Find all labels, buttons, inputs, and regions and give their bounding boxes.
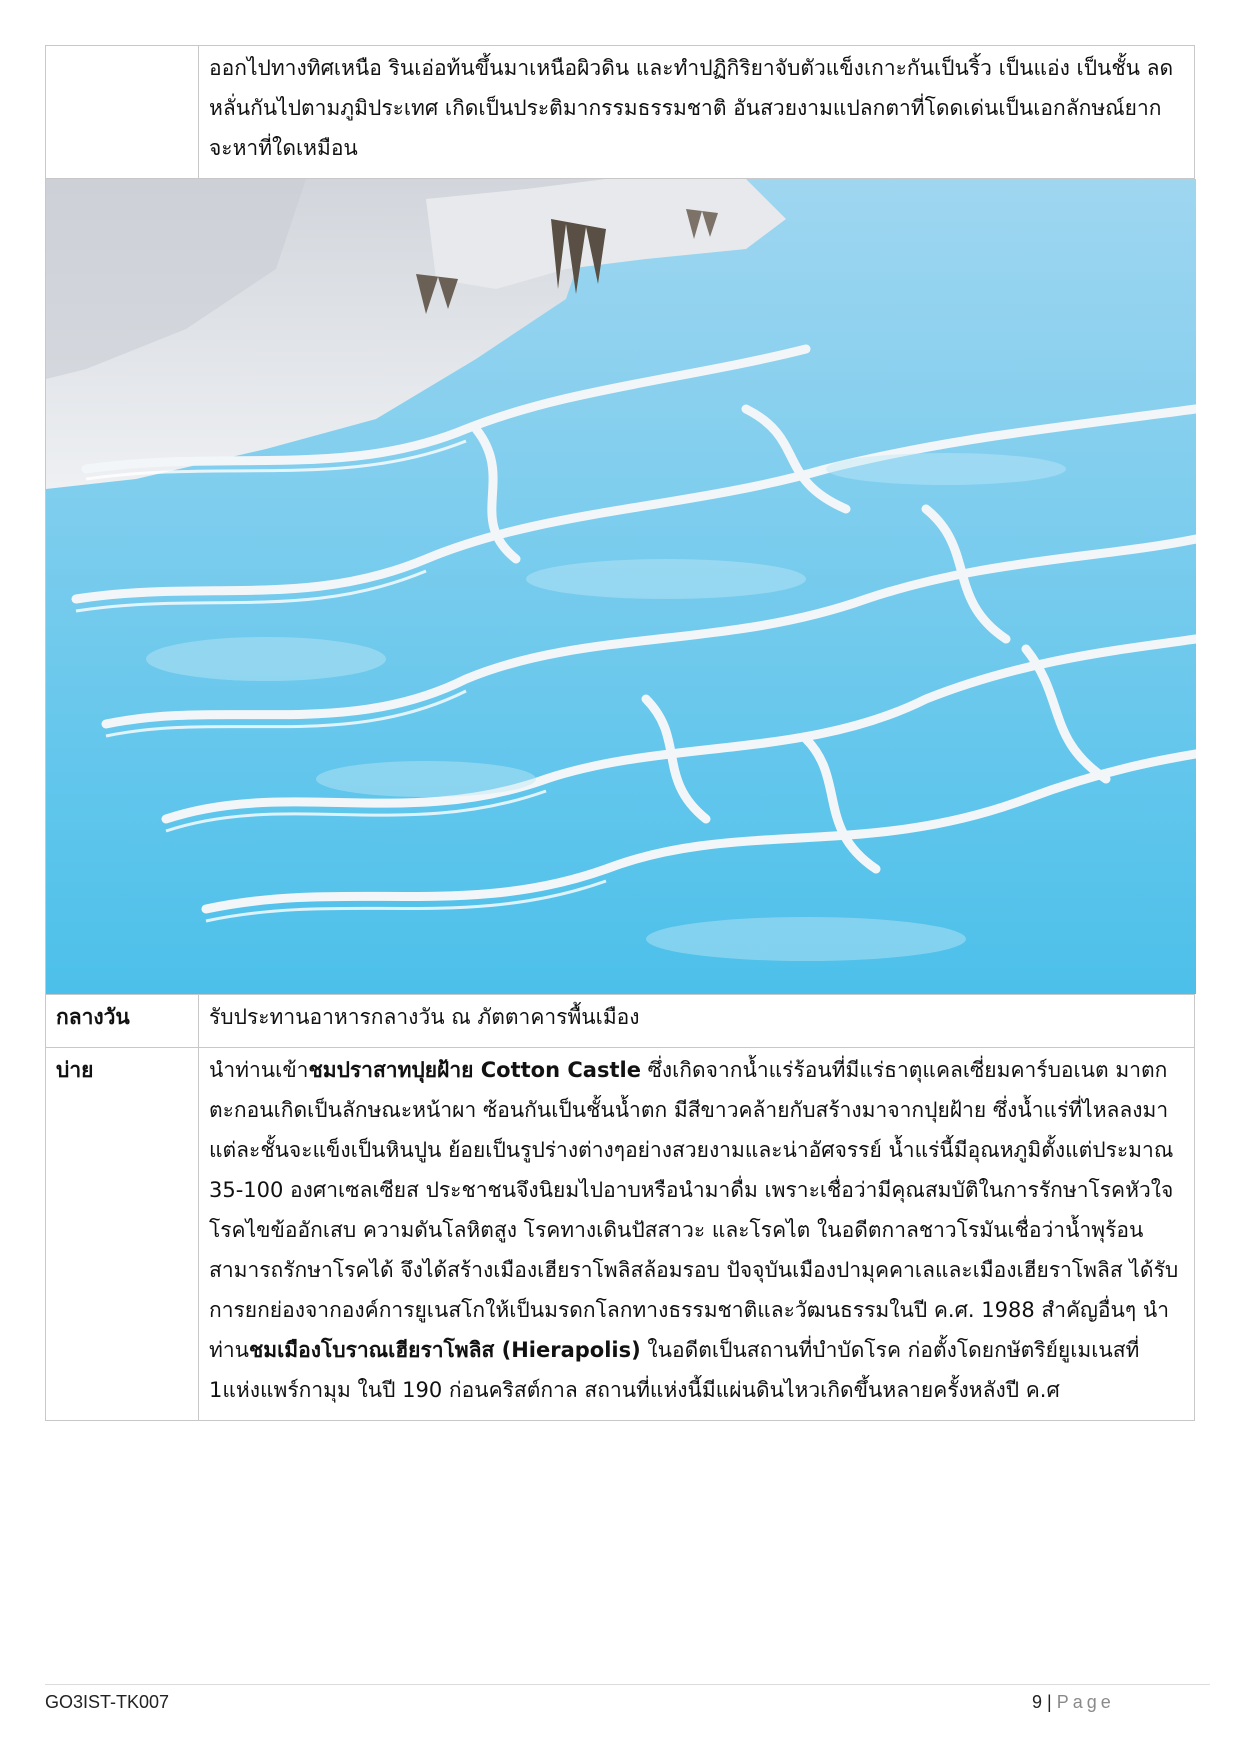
hierapolis-highlight: ชมเมืองโบราณเฮียราโพลิส (Hierapolis) [249,1338,641,1362]
page-separator: | [1047,1692,1052,1712]
afternoon-text-2: ซึ่งเกิดจากน้ำแร่ร้อนที่มีแร่ธาตุแคลเซี่ยมคาร์บอเนต มาตกตะกอนเกิดเป็นลักษณะหน้าผา ซ้อนกันเป็นชั้นน้ำตก มีสีขาวคล้ายกับสร้างมาจากปุยฝ้าย ซึ่งน้ำแร่ที่ไหลลงมาแต่ละชั้นจะแข็งเป็นหินปูน ย้อยเป็นรูปร่างต่างๆอย่างสวยงามและน่าอัศจรรย์ น้ำแร่นี้มีอุณหภูมิตั้งแต่ประมาณ 35-100 องศาเซลเซียส ประชาชนจึงนิยมไปอาบหรือนำมาดื่ม เพราะเชื่อว่ามีคุณสมบัติในการรักษาโรคหัวใจ โรคไขข้ออักเสบ ความดันโลหิตสูง โรคทางเดินปัสสาวะ และโรคไต ในอดีตกาลชาวโรมันเชื่อว่าน้ำพุร้อนสามารถรักษาโรคได้ จึงได้สร้างเมืองเฮียราโพลิสล้อมรอบ ปัจจุบันเมืองปามุคคาเลและเมืองเฮียราโพลิส ได้รับการยกย่องจากองค์การยูเนสโกให้เป็นมรดกโลกทางธรรมชาติและวัฒนธรรมในปี ค.ศ. 1988 สำคัญอื่นๆ นำท่าน [209,1058,1179,1362]
itinerary-row-photo [46,179,1195,995]
row-label-afternoon: บ่าย [46,1048,199,1421]
afternoon-paragraph [199,1048,1195,1421]
lunch-text: รับประทานอาหารกลางวัน ณ ภัตตาคารพื้นเมือง [199,995,1195,1048]
photo-cell [46,179,1195,995]
itinerary-row-afternoon [46,1048,1195,1421]
afternoon-text-1: นำท่านเข้า [209,1058,309,1082]
pamukkale-terraces-photo [46,179,1196,994]
itinerary-row-intro [46,46,1195,179]
row-label-empty [46,46,199,179]
footer-document-code: GO3IST-TK007 [45,1692,170,1712]
itinerary-row-lunch [46,995,1195,1048]
page-number: 9 [1032,1692,1043,1712]
row-label-lunch: กลางวัน [46,995,199,1048]
intro-paragraph: ออกไปทางทิศเหนือ รินเอ่อท้นขึ้นมาเหนือผิวดิน และทำปฏิกิริยาจับตัวแข็งเกาะกันเป็นริ้ว เป็นแอ่ง เป็นชั้น ลดหลั่นกันไปตามภูมิประเทศ เกิดเป็นประติมากรรมธรรมชาติ อันสวยงามแปลกตาที่โดดเด่นเป็นเอกลักษณ์ยากจะหาที่ใดเหมือน [199,46,1195,179]
page-word: Page [1056,1692,1115,1712]
footer-page-number [1032,1692,1115,1713]
itinerary-table [45,45,1195,1421]
afternoon-text-3: ในอดีตเป็นสถานที่บำบัดโรค ก่อตั้งโดยกษัตริย์ยูเมเนสที่ 1แห่งแพร์กามุม ในปี 190 ก่อนคริสต์กาล สถานที่แห่งนี้มีแผ่นดินไหวเกิดขึ้นหลายครั้งหลังปี ค.ศ [209,1338,1140,1402]
footer-divider [45,1684,1210,1685]
cotton-castle-highlight: ชมปราสาทปุยฝ้าย Cotton Castle [308,1058,641,1082]
